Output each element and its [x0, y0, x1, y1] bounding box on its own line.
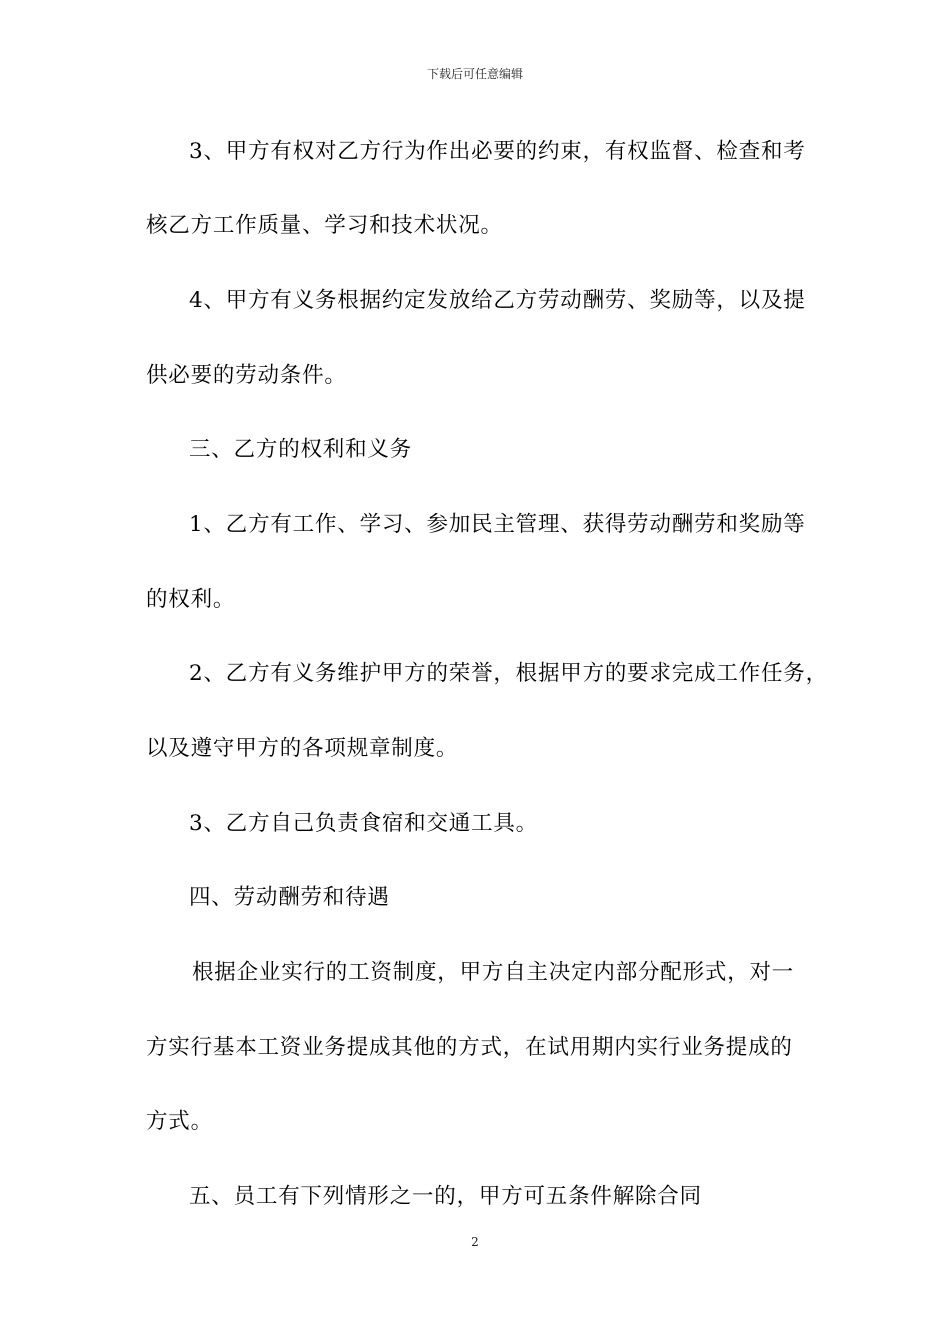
section-4-heading: 四、劳动酬劳和待遇 [189, 885, 390, 910]
clause-4-line-1: 4、甲方有义务根据约定发放给乙方劳动酬劳、奖励等，以及提 [189, 288, 806, 313]
clause-4-line-2: 供必要的劳动条件。 [146, 363, 347, 388]
section-4-paragraph-line-1: 根据企业实行的工资制度，甲方自主决定内部分配形式，对一 [192, 960, 795, 985]
section-3-clause-1-line-1: 1、乙方有工作、学习、参加民主管理、获得劳动酬劳和奖励等 [189, 512, 806, 537]
section-3-heading: 三、乙方的权利和义务 [189, 437, 413, 462]
clause-3-line-1: 3、甲方有权对乙方行为作出必要的约束，有权监督、检查和考 [189, 139, 806, 164]
section-3-clause-1-line-2: 的权利。 [146, 587, 236, 612]
section-4-paragraph-line-2: 方实行基本工资业务提成其他的方式，在试用期内实行业务提成的 [146, 1035, 793, 1060]
page-number: 2 [471, 1235, 479, 1249]
clause-3-line-2: 核乙方工作质量、学习和技术状况。 [146, 213, 503, 238]
section-3-clause-3: 3、乙方自己负责食宿和交通工具。 [189, 811, 538, 836]
page-header: 下载后可任意编辑 [426, 67, 523, 81]
section-4-paragraph-line-3: 方式。 [146, 1109, 213, 1134]
section-3-clause-2-line-2: 以及遵守甲方的各项规章制度。 [146, 736, 459, 761]
section-5-heading: 五、员工有下列情形之一的，甲方可五条件解除合同 [189, 1184, 702, 1209]
section-3-clause-2-line-1: 2、乙方有义务维护甲方的荣誉，根据甲方的要求完成工作任务， [189, 661, 828, 686]
